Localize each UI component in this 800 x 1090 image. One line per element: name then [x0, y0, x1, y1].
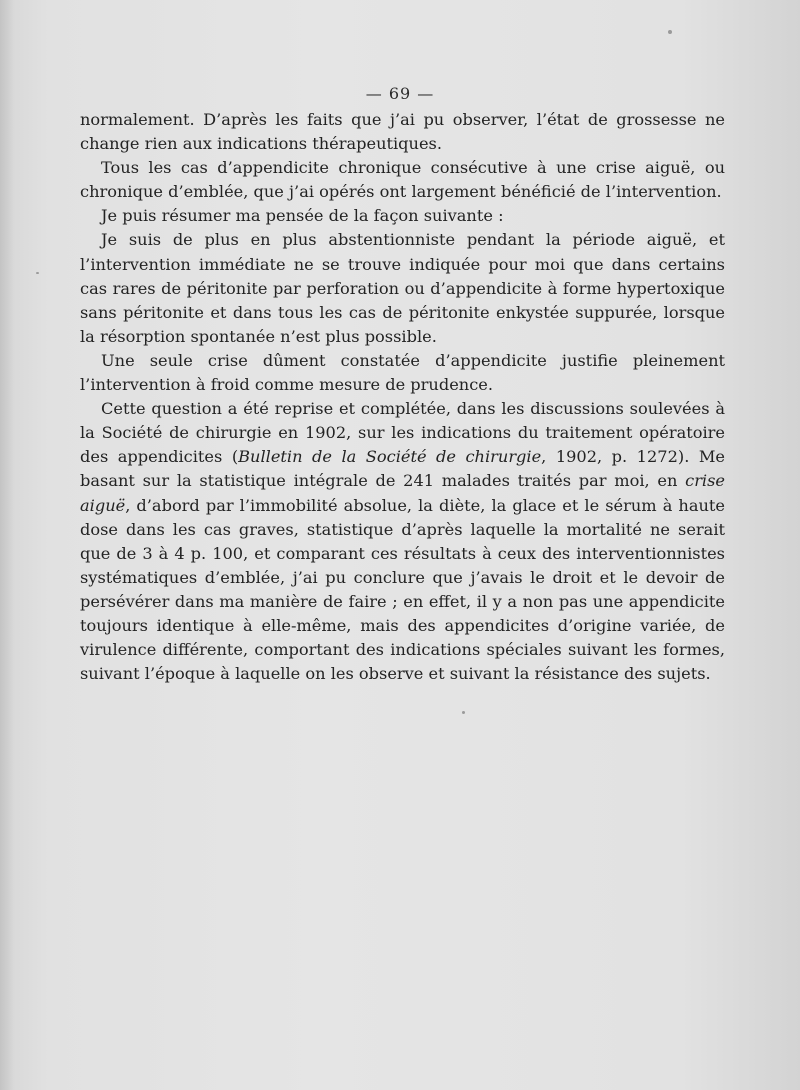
- italic-term: crise aiguë: [80, 471, 725, 515]
- paragraph-text-part: Cette question a été reprise et complétée, dans les discussions soulevées à la Société de chirurgie en 1902, sur les indications du traitement opératoire des appendicites (: [80, 399, 725, 467]
- paragraph-single-crisis: Une seule crise dûment constatée d’appendicite justifie pleinement l’intervention à froid comme mesure de prudence.: [80, 350, 725, 395]
- paragraph-continuation: normalement. D’après les faits que j’ai pu observer, l’état de grossesse ne change rien aux indications thérapeutiques.: [80, 110, 725, 154]
- body-text: [80, 108, 725, 686]
- paragraph-summary-intro: Je puis résumer ma pensée de la façon suivante :: [101, 206, 504, 226]
- paper-speck: [668, 30, 672, 34]
- paragraph-text-part: , 1902, p. 1272). Me basant sur la statistique intégrale de 241 malades traités par moi, en: [80, 447, 725, 491]
- paragraph-abstention: Je suis de plus en plus abstentionniste pendant la période aiguë, et l’intervention immédiate ne se trouve indiquée pour moi que dans certains cas rares de péritonite par perforation ou d’appendicite à forme hypertoxique sans péritonite et dans tous les cas de péritonite enkystée suppurée, lorsque la résorption spontanée n’est plus possible.: [80, 230, 725, 346]
- paper-speck: [36, 272, 39, 274]
- paragraph-chronic-cases: Tous les cas d’appendicite chronique consécutive à une crise aiguë, ou chronique d’emblée, que j’ai opérés ont largement bénéficié de l’intervention.: [80, 158, 725, 202]
- page-edge-shadow: [0, 0, 14, 1090]
- paper-speck: [462, 711, 465, 714]
- bulletin-citation: Bulletin de la Société de chirurgie: [238, 447, 542, 467]
- paragraph-societe-chirurgie: [80, 397, 725, 686]
- page-number: — 69 —: [365, 84, 435, 103]
- paragraph-text-part: , d’abord par l’immobilité absolue, la diète, la glace et le sérum à haute dose dans les cas graves, statistique d’après laquelle la mortalité ne serait que de 3 à 4 p. 100, et comparant ces résultats à ceux des interventionnistes systématiques d’emblée, j’ai pu conclure que j’avais le droit et le devoir de persévérer dans ma manière de faire ; en effet, il y a non pas une appendicite toujours identique à elle-même, mais des appendicites d’origine variée, de virulence différente, comportant des indications spéciales suivant les formes, suivant l’époque à laquelle on les observe et suivant la résistance des sujets.: [80, 495, 725, 684]
